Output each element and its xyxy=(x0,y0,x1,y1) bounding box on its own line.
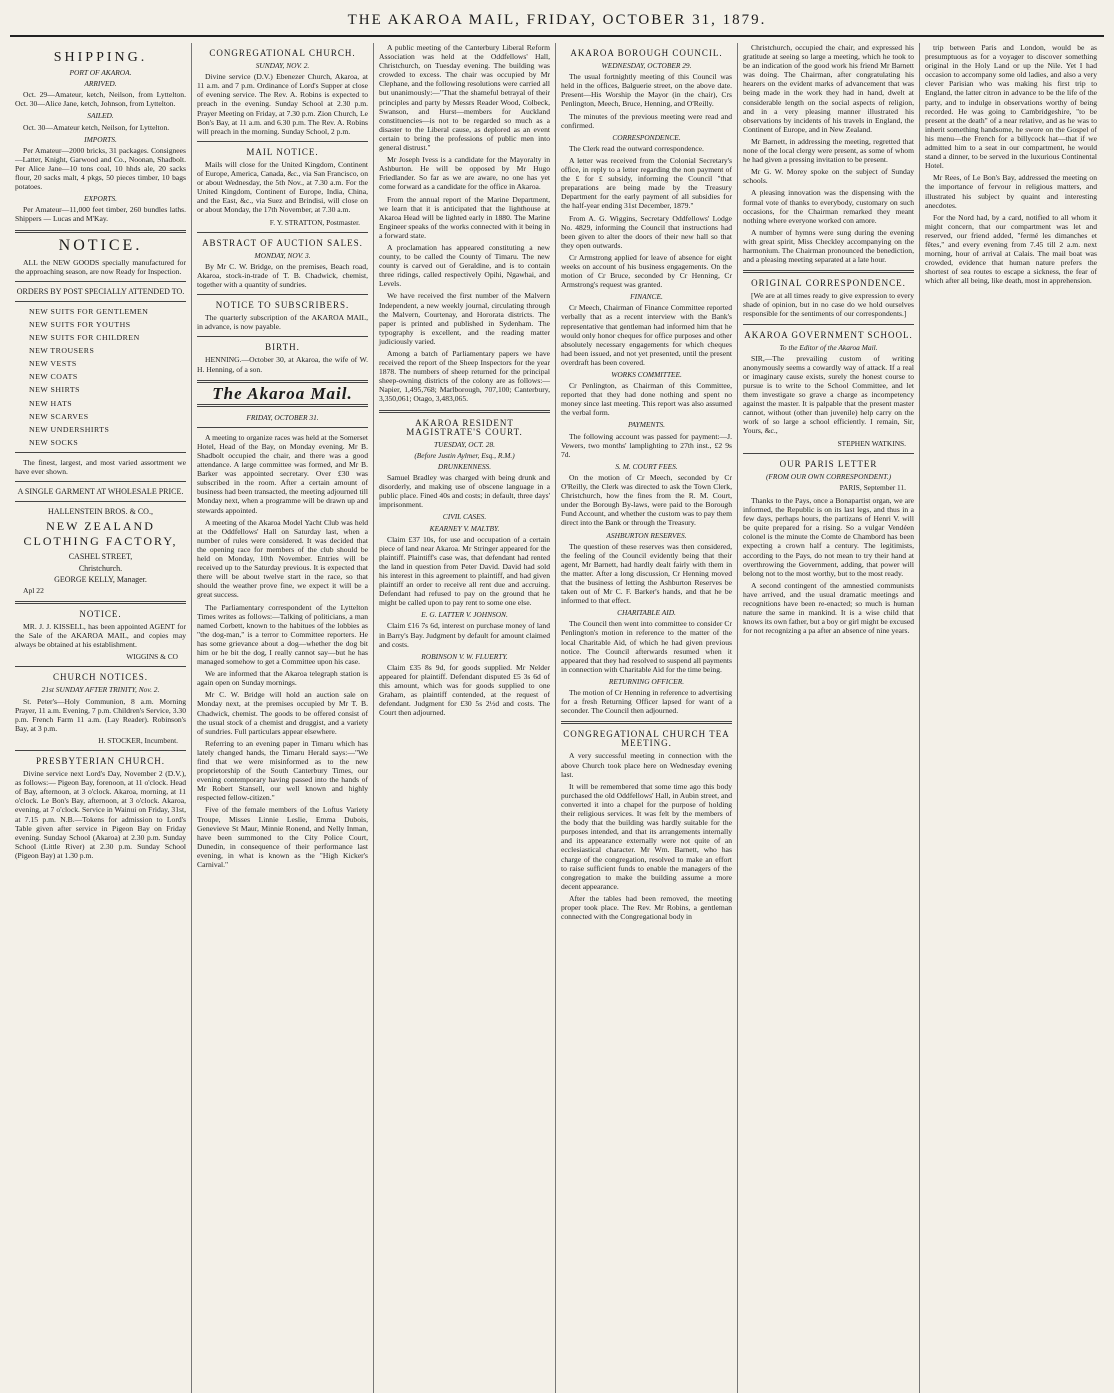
subs-title: NOTICE TO SUBSCRIBERS. xyxy=(215,300,350,311)
article-paragraph: From the annual report of the Marine Department, we learn that it is anticipated that the lighthouse at Akaroa Head will be lighted early in 1880. The Marine Engineer speaks of the works connected with it being in a forward state. xyxy=(379,194,550,240)
divider xyxy=(743,453,914,454)
article-paragraph: Cr Armstrong applied for leave of absence for eight weeks on account of his business engagements. On the motion of Cr Bruce, seconded by Cr Henning, Cr Armstrong's request was granted. xyxy=(561,252,732,290)
divider xyxy=(15,601,186,604)
article-paragraph: Mr C. W. Bridge will hold an auction sale on Monday next, at the premises occupied by Mr T. B. Chadwick, chemist. The goods to be offered consist of the usual stock of a chemist and druggist, and a variety of sundries. Full particulars appear elsewhere. xyxy=(197,690,368,736)
mail-text: Mails will close for the United Kingdom, Continent of Europe, America, Canada, &c., via San Francisco, on or about Wednesday, the 5th Nov., at 7.30 a.m. For the United Kingdom, Continent of Europe, India, China, and the East, &c., via Suez and Brindisi, will close on or about Monday, the 17th November, at 7.30 a.m. xyxy=(197,159,368,215)
case1-title: KEARNEY V. MALTBY. xyxy=(429,523,500,533)
payments-text: The following account was passed for payment:—J. Vewers, two months' lamplighting to 27th inst., £2 9s 7d. xyxy=(561,431,732,459)
factory-title: CLOTHING FACTORY, xyxy=(23,534,178,549)
article-paragraph: A proclamation has appeared constituting a new county, to be called the County of Timaru. The new county is carved out of Geraldine, and is to contain three ridings, called respectively Opihi, Ngawhai, and Levels. xyxy=(379,242,550,289)
divider xyxy=(197,380,368,383)
list-item: NEW HATS xyxy=(29,398,73,408)
column-3 xyxy=(374,43,556,1393)
article-paragraph: Christchurch, occupied the chair, and expressed his gratitude at seeing so large a meeting, which he took to be an indication of the good work his friend Mr Barnett was doing. The Chairman, after congratulating his hearers on the evident marks of advancement that was being made in the work they had in hand, dwelt at considerable length on the social aspects of religion, and in a very pleasing manner illustrated his observations by incidents of his travels in England, the Continent of Europe, and in New Zealand. xyxy=(743,43,914,134)
article-paragraph: The Clerk read the outward correspondence. xyxy=(569,143,704,153)
exports-label: EXPORTS. xyxy=(83,194,118,204)
article-paragraph: The usual fortnightly meeting of this Council was held in the offices, Balguerie street, on the above date. Present—His Worship the Mayor (in the chair), Crs Penlington, Meech, Bruce, Henning, and O'Reilly. xyxy=(561,72,732,109)
mail-title: MAIL NOTICE. xyxy=(246,146,319,157)
article-paragraph: Among a batch of Parliamentary papers we have received the report of the Sheep Inspectors for the year 1878. The numbers of sheep returned for the principal sheep-owning districts of the colony are as follows:—Napier, 1,495,768; Marlborough, 707,100; Canterbury, 3,350,061; Otago, 3,483,065. xyxy=(379,349,550,404)
column-1 xyxy=(10,43,192,1393)
article-paragraph: Mr Joseph Ivess is a candidate for the Mayoralty in Ashburton. He will be opposed by Mr Hugo Friedlander. So far as we are aware, no one has yet come forward as a candidate for the office in Akaroa. xyxy=(379,155,550,192)
list-item: NEW SUITS FOR YOUTHS xyxy=(29,319,131,329)
article-paragraph: Thanks to the Pays, once a Bonapartist organ, we are informed, the Republic is on its last legs, and thus in a few days, perhaps hours, the partizans of Henri V. will be quite prepared for a rising. So a vulgar Vendéen colonel is the minute the Comte de Chambord has been expecting a crown half a century. The legitimists, according to the Pays, do not mean to try their hand at overthrowing the Government, adding, that power will belong not to the most worthy, but to the most ready. xyxy=(743,495,914,578)
list-item: NEW UNDERSHIRTS xyxy=(29,424,110,434)
birth-title: BIRTH. xyxy=(265,342,300,353)
list-item: NEW SHIRTS xyxy=(29,385,80,395)
paper-date: FRIDAY, OCTOBER 31. xyxy=(246,412,319,422)
notice2-signature: WIGGINS & CO xyxy=(126,652,178,662)
article-paragraph: The Parliamentary correspondent of the Lyttelton Times writes as follows:—Talking of politicians, a man named Corbett, known to the habitues of the lobbies as "the dog-man," is a terror to Committee reporters. He has some grievance about a dog—whether the dog bit him or he bit the dog, I really cannot say—but he has managed somehow to get a Committee upon his case. xyxy=(197,602,368,667)
divider xyxy=(15,301,186,302)
divider xyxy=(197,294,368,295)
divider xyxy=(197,336,368,337)
court-date: TUESDAY, OCT. 28. xyxy=(434,439,495,449)
divider xyxy=(15,452,186,453)
article-paragraph: A meeting to organize races was held at the Somerset Hotel, Head of the Bay, on Monday evening. Mr B. Shadbolt occupied the chair, and there was a good attendance. A large committee was formed, and Mr B. Barker was appointed secretary. Over £30 was subscribed in the room. After a certain amount of business had been transacted, the meeting adjourned till Monday next, when a programme will be drawn up and stewards appointed. xyxy=(197,432,368,515)
column-2 xyxy=(192,43,374,1393)
article-paragraph: trip between Paris and London, would be as presumptuous as for a voyager to discover something original in the Holy Land or up the Nile. Yet I had occasion to accompany some old ladies, and also a very clever Parisian who was making his first trip to England, the latter citron in advance to be the life of the party, and to indulge in observations worthy of being recorded. He was going to Cambridgeshire, "to be present at the death" of a near relative, and as he was to inherit something handsome, he swore on the Gospel of his menu—the French for a billycock hat—that if we admitted him to a seat in our compartment, he would stand a dinner, to be served in the luxurious Continental Hotel. xyxy=(925,43,1097,171)
sailed-text: Oct. 30—Amateur ketch, Neilson, for Lyttelton. xyxy=(23,122,170,132)
school-to: To the Editor of the Akaroa Mail. xyxy=(779,342,878,352)
article-paragraph: Referring to an evening paper in Timaru which has lately changed hands, the Timaru Herald says:—"We find that we were misinformed as to the new proprietorship of the South Canterbury Times, our evening contemporary having passed into the hands of Mr Robert Stansell, our well known and highly respected fellow-citizen." xyxy=(197,738,368,803)
article-paragraph: A meeting of the Akaroa Model Yacht Club was held at the Oddfellows' Hall on Saturday last, when a number of rules were considered. It was decided that the opening race for members of the club should be held on Monday, 10th November. Entries will be received up to the Saturday previous. It is expected that there will be about twelve start in the race, so that should the weather prove fine, we expect it will be a great success. xyxy=(197,517,368,600)
assortment-text: The finest, largest, and most varied assortment we have ever shown. xyxy=(15,457,186,476)
article-paragraph: We are informed that the Akaroa telegraph station is again open on Sunday mornings. xyxy=(197,669,368,688)
divider xyxy=(15,750,186,751)
school-signature: STEPHEN WATKINS. xyxy=(837,438,906,448)
divider xyxy=(15,281,186,282)
church-title: CHURCH NOTICES. xyxy=(52,672,148,683)
notice-title: NOTICE. xyxy=(58,236,143,254)
column-6 xyxy=(920,43,1102,1393)
charitable-text: The Council then went into committee to consider Cr Penlington's motion in reference to the matter of the local Charitable Aid, of which he had given previous notice. The Council afterwards resumed when it appeared that they had resolved to suspend all payments in connection with Charitable Aid for the time being. xyxy=(561,619,732,674)
works-text: Cr Penlington, as Chairman of this Committee, reported that they had done nothing and spent no money since last meeting. This report was also assumed the verbal form. xyxy=(561,381,732,418)
list-item: NEW TROUSERS xyxy=(29,346,95,356)
column-4 xyxy=(556,43,738,1393)
article-paragraph: Five of the female members of the Loftus Variety Troupe, Misses Linnie Leslie, Emma Dubois, Genevieve St Maur, Minnie Ronend, and Nelly Inman, have been summoned to the City Police Court, Dunedin, in consequence of their performance last evening, in what is known as the "High Kicker's Carnival." xyxy=(197,805,368,870)
reserves-title: ASHBURTON RESERVES. xyxy=(606,530,687,540)
article-paragraph: After the tables had been removed, the meeting proper took place. The Rev. Mr Robins, a gentleman connected with the Congregational body in xyxy=(561,893,732,922)
school-text: SIR,—The prevailing custom of writing anonymously seems a cowardly way of attack. If a real or imaginary cause exists, surely the honest course to pursue is to write to the School Committee, and let them investigate so grave a charge as incompetency against the master. It is palpable that the present master cannot, without (other than juvenile) help carry on the work of so large a school efficiently. I remain, Sir, Yours, &c., xyxy=(743,353,914,436)
court-title: AKAROA RESIDENT MAGISTRATE'S COURT. xyxy=(406,417,523,437)
birth-text: HENNING.—October 30, at Akaroa, the wife of W. H. Henning, of a son. xyxy=(197,355,368,374)
finance-title: FINANCE. xyxy=(630,292,663,302)
corr-title: CORRESPONDENCE. xyxy=(612,132,681,142)
presby-text: Divine service next Lord's Day, November 2 (D.V.), as follows:— Pigeon Bay, forenoon, at 11 o'clock. Head of Bay, afternoon, at 3 o'clock. Akaroa, morning, at 11 o'clock. Le Bon's Bay, afternoon, at 3 o'clock. Akaroa, evening, at 7 o'clock. Service in Wainui on Friday, 31st, at 7.15 p.m. N.B.—Tokens for admission to Lord's Table given after service in Pigeon Bay on Friday evening. Sunday School (Akaroa) at 2.30 p.m. Sunday School (Little River) at 2.30 p.m. Sunday School (Pigeon Bay) at 1.30 p.m. xyxy=(15,769,186,860)
divider xyxy=(197,232,368,233)
civil-title: CIVIL CASES. xyxy=(442,512,487,522)
case2-text: Claim £16 7s 6d, interest on purchase money of land in Barry's Bay. Judgment by default for amount claimed and costs. xyxy=(379,621,550,649)
columns xyxy=(10,43,1104,1393)
divider xyxy=(15,666,186,667)
auction-text: By Mr C. W. Bridge, on the premises, Beach road, Akaroa, stock-in-trade of T. B. Chadwick, chemist, together with a quantity of sundries. xyxy=(197,261,368,289)
sailed-label: SAILED. xyxy=(87,111,114,121)
single-garment-text: A SINGLE GARMENT AT WHOLESALE PRICE. xyxy=(17,487,184,497)
mail-signature: F. Y. STRATTON, Postmaster. xyxy=(269,217,360,227)
paris-sub: (FROM OUR OWN CORRESPONDENT.) xyxy=(765,471,892,481)
article-paragraph: For the Nord had, by a card, notified to all whom it might concern, that our compartment was let and reserved, our friend added, "fermé les dimanches et fêtes," and every evening from 7.45 till 2 a.m. next morning, hour of arrival at Calais. The mail boat was crowded, evidence that human nature prefers the shortest of sea routes to escape a sickness, the fear of which after all being, like death, most in apprehension. xyxy=(925,212,1097,286)
article-paragraph: Mr Rees, of Le Bon's Bay, addressed the meeting on the importance of fervour in religious matters, and illustrated his subject by quaint and interesting anecdotes. xyxy=(925,173,1097,210)
list-item: NEW SUITS FOR CHILDREN xyxy=(29,333,140,343)
article-paragraph: A pleasing innovation was the dispensing with the formal vote of thanks to everybody, customary on such occasions, for the Chairman remarked they meant nothing where everyone worked con amore. xyxy=(743,188,914,225)
manager-text: GEORGE KELLY, Manager. xyxy=(54,574,147,584)
divider xyxy=(197,404,368,407)
divider xyxy=(197,141,368,142)
article-paragraph: Mr G. W. Morey spoke on the subject of Sunday schools. xyxy=(743,167,914,186)
article-paragraph: Mr Barnett, in addressing the meeting, regretted that none of the local clergy were present, as some of whom he had given a pressing invitation to be present. xyxy=(743,136,914,165)
court-fees-title: S. M. COURT FEES. xyxy=(615,461,678,471)
works-title: WORKS COMMITTEE. xyxy=(611,370,682,379)
case3-title: ROBINSON V. W. FLUERTY. xyxy=(421,651,508,661)
shipping-title: SHIPPING. xyxy=(53,50,148,65)
church-signature: H. STOCKER, Incumbent. xyxy=(98,735,178,745)
arrived-text: Oct. 29—Amateur, ketch, Neilson, from Lyttelton. Oct. 30—Alice Jane, ketch, Johnson, from Lyttelton. xyxy=(15,90,186,109)
divider xyxy=(743,270,914,273)
column-5 xyxy=(738,43,920,1393)
subs-text: The quarterly subscription of the AKAROA MAIL, in advance, is now payable. xyxy=(197,313,368,332)
case1-text: Claim £37 10s, for use and occupation of a certain piece of land near Akaroa. Mr Stringer appeared for the plaintiff. Plaintiff's case was, that defendant had rented the land in question from Peter David. David had sold his interest in this agreement to plaintiff, and had given plaintiff an order to receive all rent due and accruing. Defendant had refused to pay on the ground that he might be called upon to pay rent to some one else. xyxy=(379,534,550,608)
reserves-text: The question of these reserves was then considered, the feeling of the Council evidently being that their agent, Mr Barnett, had hardly dealt fairly with them in the matter. After a long discussion, Cr Henning moved that the business of letting the Ashburton Reserves be taken out of Mr C. F. Barker's hands, and that he be informed to that effect. xyxy=(561,541,732,606)
council-date: WEDNESDAY, OCTOBER 29. xyxy=(601,61,692,71)
church-date: 21st SUNDAY AFTER TRINITY, Nov. 2. xyxy=(41,685,160,695)
cong-text: Divine service (D.V.) Ebenezer Church, Akaroa, at 11 a.m. and 7 p.m. Ordinance of Lord's Supper at close of evening service. The Rev. A. Robins is expected to preach in the evening. Sunday School at 2.30 p.m. Prayer Meeting on Friday, at 7.30 p.m. Zion Church, Le Bon's Bay, at 11 a.m. and 6.30 p.m. The Rev. A. Robins will preach in the morning. Sunday School, 2 p.m. xyxy=(197,72,368,136)
nz-title: NEW ZEALAND xyxy=(46,519,155,534)
article-paragraph: The minutes of the previous meeting were read and confirmed. xyxy=(561,111,732,130)
paris-title: OUR PARIS LETTER xyxy=(779,458,878,469)
church-text: St. Peter's—Holy Communion, 8 a.m. Morning Prayer, 11 a.m. Evening, 7 p.m. Children's Service, 3.30 p.m. French Farm 11 a.m. (Lay Reader). Robinson's Bay, at 3 p.m. xyxy=(15,696,186,733)
list-item: NEW VESTS xyxy=(29,359,77,369)
divider xyxy=(197,427,368,428)
exports-text: Per Amateur—11,000 feet timber, 260 bundles laths. Shippers — Lucas and M'Kay. xyxy=(15,205,186,224)
imports-label: IMPORTS. xyxy=(84,134,117,144)
notice2-title: NOTICE. xyxy=(79,608,122,619)
list-item: NEW SUITS FOR GENTLEMEN xyxy=(29,306,149,316)
orig-note: [We are at all times ready to give expression to every shade of opinion, but in no case do we hold ourselves responsible for the sentiments of our correspondents.] xyxy=(743,291,914,319)
ad-date: Apl 22 xyxy=(23,585,44,595)
paper-name: The Akaroa Mail. xyxy=(212,383,353,403)
drunk-title: DRUNKENNESS. xyxy=(437,461,492,471)
divider xyxy=(379,410,550,413)
article-paragraph: A very successful meeting in connection with the above Church took place here on Wednesday evening last. xyxy=(561,751,732,779)
arrived-label: ARRIVED. xyxy=(84,79,117,89)
presby-title: PRESBYTERIAN CHURCH. xyxy=(35,755,165,766)
orders-text: ORDERS BY POST SPECIALLY ATTENDED TO. xyxy=(16,286,185,296)
list-item: NEW COATS xyxy=(29,372,78,382)
case3-text: Claim £35 8s 9d, for goods supplied. Mr Nelder appeared for plaintiff. Defendant disputed £5 3s 6d of this amount, which was for goods supplied to one Graham, as plaintiff contended, at the request of defendant. Judgment for £30 5s 2½d and costs. The Court then adjourned. xyxy=(379,662,550,718)
firm-name: HALLENSTEIN BROS. & CO., xyxy=(48,507,153,517)
court-fees-text: On the motion of Cr Meech, seconded by Cr O'Reilly, the Clerk was directed to ask the Town Clerk, Christchurch, how the fines from the R. M. Court, under the Borough By-laws, were paid to the Borough Fund Account, and whether the custom was to pay them direct into the Bank or through the Treasury. xyxy=(561,472,732,528)
port-title: PORT OF AKAROA. xyxy=(69,68,132,78)
drunk-text: Samuel Bradley was charged with being drunk and disorderly, and making use of obscene language in a public place. Fined 40s and costs; in default, three days' imprisonment. xyxy=(379,473,550,510)
divider xyxy=(15,481,186,482)
list-item: NEW SCARVES xyxy=(29,411,89,421)
divider xyxy=(561,721,732,724)
cong-date: SUNDAY, NOV. 2. xyxy=(255,61,310,71)
article-paragraph: It will be remembered that some time ago this body purchased the old Oddfellows' Hall, in Aubin street, and converted it into a chapel for the purpose of holding their religious services. It was felt by the members of the body that the building was hardly suitable for the purposes intended, and that its arrangements internally and its appearance externally were not quite of an ecclesiastical character. Mr Wm. Barnett, who has charge of the congregation, resolved to make an effort to raise sufficient funds to enable the managers of the congregation to make the building assume a more decent appearance. xyxy=(561,781,732,891)
charitable-title: CHARITABLE AID. xyxy=(617,608,676,618)
notice-text: ALL the NEW GOODS specially manufactured for the approaching season, are now Ready for Inspection. xyxy=(15,257,186,276)
paris-date: PARIS, September 11. xyxy=(839,482,906,492)
auction-date: MONDAY, NOV. 3. xyxy=(254,250,311,260)
masthead: THE AKAROA MAIL, FRIDAY, OCTOBER 31, 1879. xyxy=(10,8,1104,37)
council-title: AKAROA BOROUGH COUNCIL. xyxy=(570,48,723,58)
divider xyxy=(743,324,914,325)
notice2-text: MR. J. J. KISSELL, has been appointed AGENT for the Sale of the AKAROA MAIL, and copies may always be obtained at his establishment. xyxy=(15,621,186,650)
returning-title: RETURNING OFFICER. xyxy=(608,676,685,686)
case2-title: E. G. LATTER V. JOHNSON. xyxy=(421,610,508,620)
cong-title: CONGREGATIONAL CHURCH. xyxy=(209,48,356,58)
list-item: NEW SOCKS xyxy=(29,437,79,447)
auction-title: ABSTRACT OF AUCTION SALES. xyxy=(202,237,363,248)
tea-title: CONGREGATIONAL CHURCH TEA MEETING. xyxy=(563,729,730,749)
article-paragraph: A number of hymns were sung during the evening with great spirit, Miss Checkley accompanying on the harmonium. The Chairman pronounced the benediction, and a pleasing meeting separated at a late hour. xyxy=(743,227,914,265)
divider xyxy=(15,230,186,233)
payments-title: PAYMENTS. xyxy=(627,420,666,430)
article-paragraph: From A. G. Wiggins, Secretary Oddfellows' Lodge No. 4829, informing the Council that instructions had been given to alter the doors of their new hall so that they open outwards. xyxy=(561,213,732,250)
returning-text: The motion of Cr Henning in reference to advertising for a fresh Returning Officer lapsed for want of a seconder. The Council then adjourned. xyxy=(561,688,732,716)
divider xyxy=(15,501,186,502)
school-title: AKAROA GOVERNMENT SCHOOL. xyxy=(744,329,913,340)
city-text: Christchurch. xyxy=(78,563,123,573)
court-judge: (Before Justin Aylmer, Esq., R.M.) xyxy=(414,450,515,460)
finance-text: Cr Meech, Chairman of Finance Committee reported verbally that as a recent interview with the Bank's representative that gentleman had informed him that he would only honor cheques for office purposes and other absolutely necessary engagements for which cheques had been issued, and not yet presented, until the present overdraft has been covered. xyxy=(561,303,732,367)
article-paragraph: We have received the first number of the Malvern Independent, a new weekly journal, circulating through the Malvern, Courtenay, and Hororata districts. The paper is printed and published in Sydenham. The typography is excellent, and the reading matter judiciously varied. xyxy=(379,291,550,346)
article-paragraph: A second contingent of the amnestied communists have arrived, and the usual dramatic meetings and recognitions have been re-enacted; so much is human nature the same in mankind. It is a wise child that knows its own father, but a boy or girl might be excused for not recognizing a pa after an absence of nine years. xyxy=(743,580,914,636)
article-paragraph: A letter was received from the Colonial Secretary's office, in reply to a letter regarding the non payment of the £ for £ subsidy, informing the Council "that preparations are being made by the Treasury Department for the early payment of all subsidies for the half-year ending 31st December, 1879." xyxy=(561,155,732,211)
orig-title: ORIGINAL CORRESPONDENCE. xyxy=(751,278,906,289)
street-text: CASHEL STREET, xyxy=(68,552,133,562)
imports-text: Per Amateur—2000 bricks, 31 packages. Consignees—Latter, Knight, Garwood and Co., Noonan, Shadbolt. Per Alice Jane—10 tons coal, 10 hhds ale, 20 sacks flour, 20 sacks malt, 4 pkgs, 50 pieces timber, 10 bags potatoes. xyxy=(15,145,186,192)
article-paragraph: A public meeting of the Canterbury Liberal Reform Association was held at the Oddfellows' Hall, Christchurch, on Tuesday evening. The building was crowded to excess. The chair was occupied by Mr Clephane, and the following resolutions were carried all but unanimously:—"That the shameful betrayal of their principles and party by Messrs Reader Wood, Colbeck, Swanson, and Hurst—members for Auckland constituencies—is not to be regarded so much as a disaster to the Liberal cause, as deplored as an event certain to bring the professions of public men into general distrust." xyxy=(379,43,550,153)
